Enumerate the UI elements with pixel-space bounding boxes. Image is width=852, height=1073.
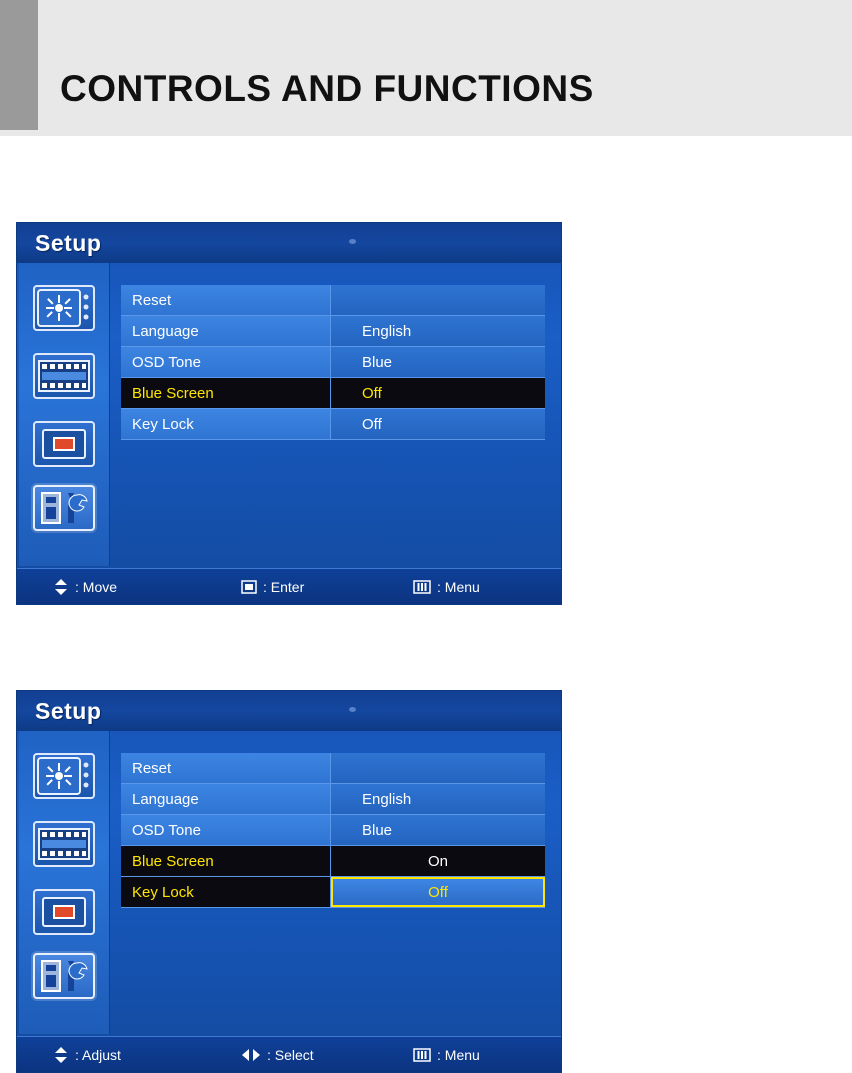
- osd-screenshot-1: [16, 222, 562, 605]
- hint-move: [53, 578, 117, 596]
- menu-item-value: Blue: [331, 347, 545, 377]
- header-side-tab: [0, 0, 38, 130]
- page-header: [0, 0, 852, 136]
- osd-screenshot-2: [16, 690, 562, 1073]
- menu-item-value: On: [331, 846, 545, 876]
- menu-item-label: Language: [121, 316, 331, 346]
- osd-icon-rail: [19, 731, 110, 1034]
- menu-bars-icon: [413, 1047, 431, 1063]
- tools-icon[interactable]: [33, 485, 95, 531]
- screen-icon[interactable]: [33, 421, 95, 467]
- hint-label: : Menu: [437, 1046, 480, 1063]
- menu-item-label: Reset: [121, 285, 331, 315]
- hint-menu: [413, 1047, 480, 1063]
- menu-item-value: Off: [331, 378, 545, 408]
- menu-row[interactable]: [121, 784, 545, 815]
- menu-item-value: Blue: [331, 815, 545, 845]
- menu-row[interactable]: [121, 815, 545, 846]
- menu-item-label: Blue Screen: [121, 378, 331, 408]
- up-down-arrows-icon: [53, 1046, 69, 1064]
- menu-item-label: Language: [121, 784, 331, 814]
- menu-row[interactable]: [121, 347, 545, 378]
- menu-item-label: Blue Screen: [121, 846, 331, 876]
- film-icon[interactable]: [33, 353, 95, 399]
- osd-titlebar: [17, 691, 561, 731]
- tools-icon[interactable]: [33, 953, 95, 999]
- hint-select: [241, 1047, 314, 1063]
- osd-title: Setup: [35, 698, 102, 724]
- page-title: CONTROLS AND FUNCTIONS: [60, 68, 594, 109]
- osd-icon-rail: [19, 263, 110, 566]
- hint-label: : Menu: [437, 578, 480, 595]
- osd-menu-2: [121, 753, 545, 908]
- picture-icon[interactable]: [33, 753, 95, 799]
- menu-item-label: Key Lock: [121, 409, 331, 439]
- menu-item-label: OSD Tone: [121, 347, 331, 377]
- menu-row[interactable]: [121, 285, 545, 316]
- hint-label: : Move: [75, 578, 118, 595]
- osd-title: Setup: [35, 230, 102, 256]
- menu-item-value-editbox[interactable]: Off: [331, 877, 545, 907]
- menu-item-value: [331, 753, 545, 783]
- screen-icon[interactable]: [33, 889, 95, 935]
- menu-row-selected[interactable]: [121, 378, 545, 409]
- titlebar-dot-icon: [349, 707, 356, 712]
- menu-item-value: Off: [331, 409, 545, 439]
- menu-item-label: Reset: [121, 753, 331, 783]
- picture-icon[interactable]: [33, 285, 95, 331]
- hint-enter: [241, 579, 304, 595]
- hint-menu: [413, 579, 480, 595]
- osd-footer: [17, 1036, 561, 1072]
- menu-item-label: Key Lock: [121, 877, 331, 907]
- menu-row-editing[interactable]: [121, 877, 545, 908]
- hint-label: : Enter: [263, 578, 305, 595]
- hint-label: : Adjust: [75, 1046, 121, 1063]
- hint-label: : Select: [267, 1046, 314, 1063]
- menu-row[interactable]: [121, 316, 545, 347]
- menu-row[interactable]: [121, 409, 545, 440]
- left-right-arrows-icon: [241, 1047, 261, 1063]
- hint-adjust: [53, 1046, 121, 1064]
- titlebar-dot-icon: [349, 239, 356, 244]
- menu-bars-icon: [413, 579, 431, 595]
- menu-row[interactable]: [121, 753, 545, 784]
- osd-titlebar: [17, 223, 561, 263]
- osd-footer: [17, 568, 561, 604]
- menu-item-value: [331, 285, 545, 315]
- menu-item-value: English: [331, 316, 545, 346]
- film-icon[interactable]: [33, 821, 95, 867]
- menu-item-value: English: [331, 784, 545, 814]
- menu-row-selected[interactable]: [121, 846, 545, 877]
- osd-menu-1: [121, 285, 545, 440]
- menu-item-label: OSD Tone: [121, 815, 331, 845]
- enter-square-icon: [241, 579, 257, 595]
- up-down-arrows-icon: [53, 578, 69, 596]
